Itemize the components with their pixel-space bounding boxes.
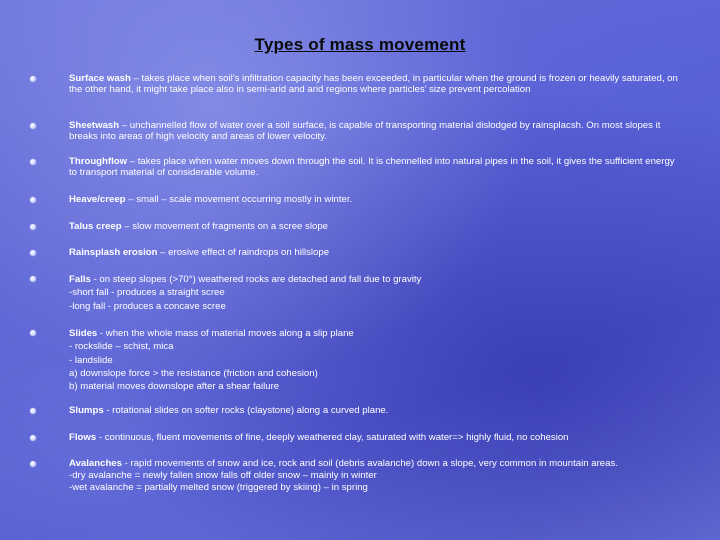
item-description: – takes place when soil’s infiltration capacity has been exceeded, in particular when the ground is frozen or heavily saturated, on the other hand, it might take place also in semi-arid and arid regions where particles’ size prevent percolation [69, 73, 678, 95]
item-term: Slumps [69, 405, 104, 416]
bullet-icon [30, 408, 36, 414]
item-term: Talus creep [69, 221, 122, 232]
item-subline: -long fall - produces a concave scree [69, 300, 226, 312]
item-term: Rainsplash erosion [69, 247, 158, 258]
item-description: - on steep slopes (>70°) weathered rocks are detached and fall due to gravity [90, 274, 422, 285]
bullet-icon [30, 123, 36, 129]
item-subline: -wet avalanche = partially melted snow (triggered by skiing) – in spring [69, 482, 368, 494]
item-text [69, 273, 684, 313]
item-subline: - landslide [69, 354, 113, 366]
item-term: Sheetwash [69, 120, 120, 131]
item-description: – small – scale movement occurring mostly in winter. [125, 194, 353, 205]
item-subline: -short fall - produces a straight scree [69, 287, 225, 299]
item-text [69, 195, 684, 206]
item-term: Throughflow [69, 156, 128, 167]
item-term: Surface wash [69, 73, 131, 84]
item-text [69, 157, 684, 178]
item-description: - continuous, fluent movements of fine, deeply weathered clay, saturated with water=> highly fluid, no cohesion [96, 432, 569, 443]
item-text [69, 406, 684, 417]
item-text [69, 248, 684, 259]
item-description: - rotational slides on softer rocks (claystone) along a curved plane. [103, 405, 389, 416]
item-description: - rapid movements of snow and ice, rock and soil (debris avalanche) down a slope, very common in mountain areas. [121, 458, 618, 469]
item-subline: - rockslide – schist, mica [69, 341, 174, 353]
bullet-icon [30, 250, 36, 256]
item-term: Slides [69, 328, 98, 339]
item-text [69, 433, 684, 444]
item-description: – unchannelled flow of water over a soil surface, is capable of transporting material dislodged by rainsplacsh. On most slopes it breaks into areas of high velocity and areas of lower velocity. [69, 120, 661, 142]
item-subline: b) material moves downslope after a shear failure [69, 381, 280, 393]
slide-title: Types of mass movement [254, 35, 466, 54]
item-text [69, 74, 684, 95]
bullet-icon [30, 461, 36, 467]
item-term: Heave/creep [69, 194, 126, 205]
bullet-icon [30, 276, 36, 282]
item-text [69, 222, 684, 233]
bullet-icon [30, 330, 36, 336]
item-description: – erosive effect of raindrops on hillslope [157, 247, 330, 258]
item-description: - when the whole mass of material moves along a slip plane [97, 328, 354, 339]
bullet-icon [30, 224, 36, 230]
bullet-icon [30, 159, 36, 165]
item-term: Falls [69, 274, 91, 285]
item-text [69, 327, 684, 393]
item-text [69, 459, 684, 495]
item-term: Flows [69, 432, 97, 443]
item-subline: -dry avalanche = newly fallen snow falls off older snow – mainly in winter [69, 469, 377, 481]
item-description: – takes place when water moves down through the soil. It is chennelled into natural pipes in the soil, it gives the sufficient energy to transport material of considerable volume. [69, 156, 675, 178]
bullet-icon [30, 197, 36, 203]
item-subline: a) downslope force > the resistance (friction and cohesion) [69, 367, 318, 379]
item-description: – slow movement of fragments on a scree slope [121, 221, 328, 232]
item-text [69, 121, 684, 142]
bullet-icon [30, 435, 36, 441]
bullet-icon [30, 76, 36, 82]
item-term: Avalanches [69, 458, 122, 469]
